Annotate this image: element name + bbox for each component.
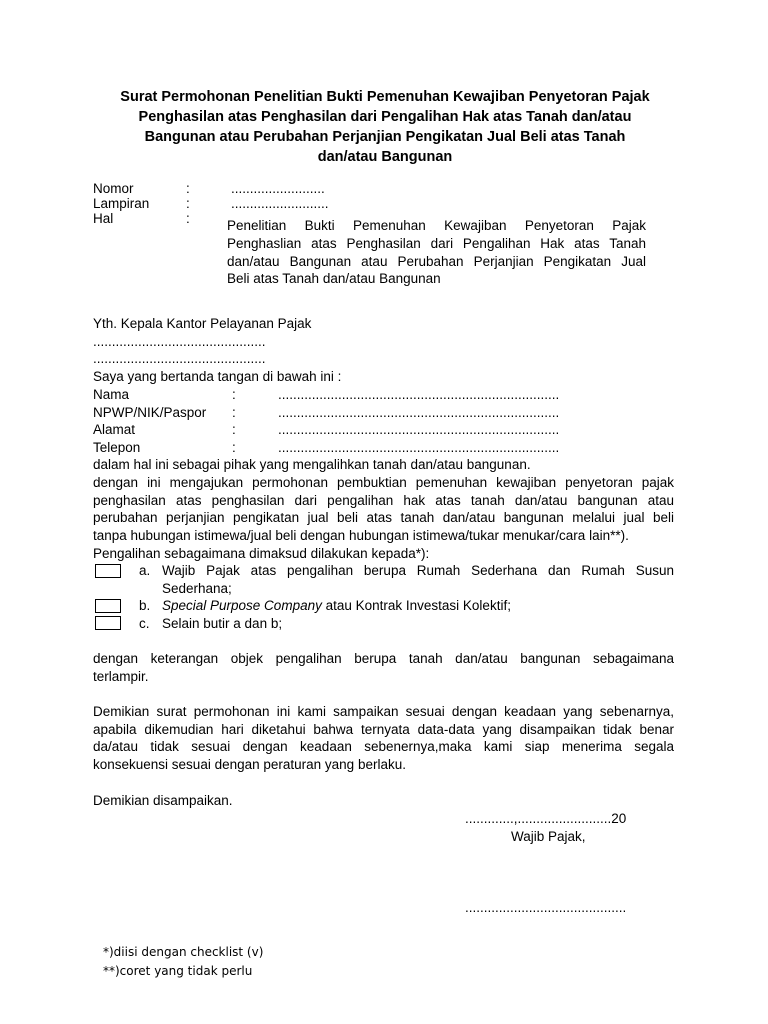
hal-colon: : <box>186 211 190 226</box>
signer-role: dalam hal ini sebagai pihak yang mengalihkan tanah dan/atau bangunan. <box>93 457 531 472</box>
field-colon: : <box>232 405 236 420</box>
option-letter: b. <box>139 598 151 613</box>
hal-value <box>227 217 646 288</box>
npwp-field[interactable]: ........................................................................... <box>278 405 560 420</box>
recipient-line: Yth. Kepala Kantor Pelayanan Pajak <box>93 316 312 331</box>
nomor-value[interactable]: ......................... <box>231 181 325 196</box>
option-line: Wajib Pajak atas pengalihan berupa Rumah Sederhana dan Rumah Susun <box>162 563 674 578</box>
checkbox-option-c[interactable] <box>95 616 121 630</box>
option-b-rest: atau Kontrak Investasi Kolektif; <box>321 598 511 613</box>
nomor-colon: : <box>186 181 190 196</box>
signer-intro: Saya yang bertanda tangan di bawah ini : <box>93 369 342 384</box>
option-line: Sederhana; <box>162 580 232 596</box>
footnote-coret: **)coret yang tidak perlu <box>103 964 253 978</box>
declaration-line: Demikian surat permohonan ini kami sampaikan sesuai dengan keadaan yang sebenarnya, <box>93 704 674 719</box>
title-line: Bangunan atau Perubahan Perjanjian Pengikatan Jual Beli atas Tanah <box>144 129 626 145</box>
declaration-paragraph <box>93 703 674 773</box>
field-colon: : <box>232 422 236 437</box>
option-b-text <box>162 597 511 615</box>
title-line: Penghasilan atas Penghasilan dari Pengalihan Hak atas Tanah dan/atau <box>138 109 632 125</box>
nama-field[interactable]: ........................................................................... <box>278 387 560 402</box>
lampiran-colon: : <box>186 196 190 211</box>
closing-text: Demikian disampaikan. <box>93 793 233 808</box>
option-a-text <box>162 562 674 597</box>
document-title <box>90 87 680 167</box>
options-intro: Pengalihan sebagaimana dimaksud dilakukan kepada*): <box>93 546 430 561</box>
recipient-blank[interactable]: .............................................. <box>93 334 266 349</box>
alamat-field[interactable]: ........................................................................... <box>278 422 560 437</box>
option-c-text: Selain butir a dan b; <box>162 616 283 631</box>
signature-name-field[interactable]: ........................................... <box>465 900 627 915</box>
description-line: dengan keterangan objek pengalihan berupa tanah dan/atau bangunan sebagaimana <box>93 651 674 666</box>
checkbox-option-b[interactable] <box>95 599 121 613</box>
title-line: dan/atau Bangunan <box>317 149 453 165</box>
field-colon: : <box>232 440 236 455</box>
telepon-field[interactable]: ........................................................................... <box>278 440 560 455</box>
request-line: penghasilan atas penghasilan dari pengalihan hak atas tanah dan/atau bangunan atau <box>93 492 674 508</box>
field-label-npwp: NPWP/NIK/Paspor <box>93 405 207 420</box>
field-colon: : <box>232 387 236 402</box>
recipient-blank[interactable]: .............................................. <box>93 351 266 366</box>
option-letter: c. <box>139 616 150 631</box>
declaration-line: da/atau tidak sesuai dengan keadaan sebenernya,maka kami siap menerima segala <box>93 739 674 755</box>
field-label-alamat: Alamat <box>93 422 136 437</box>
signer-title: Wajib Pajak, <box>511 829 586 844</box>
description-paragraph <box>93 650 674 685</box>
option-letter: a. <box>139 563 151 578</box>
request-line: tanpa hubungan istimewa/jual beli dengan hubungan istimewa/tukar menukar/cara lain**). <box>93 527 629 543</box>
hal-line: Beli atas Tanah dan/atau Bangunan <box>227 271 441 287</box>
field-label-nama: Nama <box>93 387 130 402</box>
lampiran-label: Lampiran <box>93 196 150 211</box>
lampiran-value[interactable]: .......................... <box>231 196 329 211</box>
nomor-label: Nomor <box>93 181 134 196</box>
hal-line: Penelitian Bukti Pemenuhan Kewajiban Penyetoran Pajak <box>227 218 646 233</box>
hal-label: Hal <box>93 211 114 226</box>
date-place-field[interactable]: .............,.........................20 <box>465 811 627 826</box>
footnote-checklist: *)diisi dengan checklist (v) <box>103 945 264 959</box>
description-line: terlampir. <box>93 668 149 684</box>
field-label-telepon: Telepon <box>93 440 141 455</box>
declaration-line: apabila dikemudian hari diketahui bahwa ternyata data-data yang disampaikan tidak benar <box>93 721 674 737</box>
hal-line: dan/atau Bangunan atau Perubahan Perjanjian Pengikatan Jual <box>227 253 646 269</box>
option-b-italic: Special Purpose Company <box>162 598 322 613</box>
declaration-line: konsekuensi sesuai dengan peraturan yang berlaku. <box>93 756 406 772</box>
hal-line: Penghaslian atas Penghasilan dari Pengalihan Hak atas Tanah <box>227 235 646 251</box>
request-line: dengan ini mengajukan permohonan pembuktian pemenuhan kewajiban penyetoran pajak <box>93 475 674 490</box>
checkbox-option-a[interactable] <box>95 564 121 578</box>
request-line: perubahan perjanjian pengikatan jual beli atas tanah dan/atau bangunan melalui jual beli <box>93 510 674 526</box>
request-paragraph <box>93 474 674 544</box>
title-line: Surat Permohonan Penelitian Bukti Pemenuhan Kewajiban Penyetoran Pajak <box>120 89 650 105</box>
